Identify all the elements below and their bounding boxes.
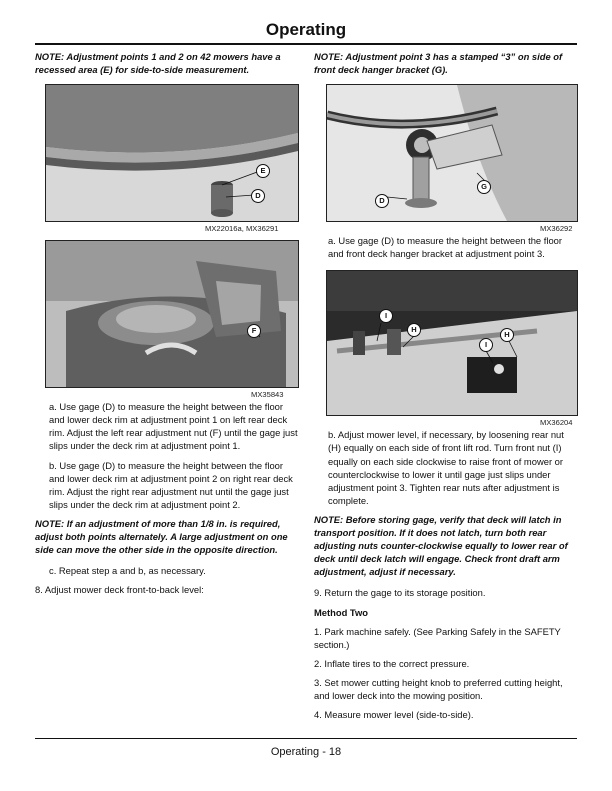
header-rule — [35, 43, 577, 45]
figure-recessed-area — [35, 84, 301, 232]
method-step-1: 1. Park machine safely. (See Parking Safely in the SAFETY section.) — [314, 625, 561, 650]
method-step-4: 4. Measure mower level (side-to-side). — [314, 709, 474, 721]
figure-caption: MX36204 — [540, 418, 573, 428]
left-step-b: b. Use gage (D) to measure the height between the floor and lower deck rim at adjustment point 2 on right rear deck rim. Adjust the right rear adjustment nut until the gage just slips under the deck rim at adjustment point 2. — [49, 459, 293, 510]
hanger-bracket-illustration — [327, 85, 577, 221]
callout-i: I — [379, 309, 393, 323]
right-column — [314, 50, 577, 727]
callout-g: G — [477, 180, 491, 194]
callout-h: H — [500, 328, 514, 342]
callout-d: D — [375, 194, 389, 208]
right-note-stamped-3: NOTE: Adjustment point 3 has a stamped “3” on side of front deck hanger bracket (G). — [314, 51, 563, 76]
callout-d: D — [251, 189, 265, 203]
lift-rod-illustration — [327, 271, 577, 415]
left-step-8: 8. Adjust mower deck front-to-back level: — [35, 584, 204, 596]
figure-front-hanger-bracket — [314, 84, 577, 232]
callout-f: F — [247, 324, 261, 338]
callout-i: I — [479, 338, 493, 352]
callout-e: E — [256, 164, 270, 178]
page-footer: Operating - 18 — [270, 746, 342, 758]
footer-rule — [35, 738, 577, 739]
method-two-heading: Method Two — [314, 606, 368, 618]
figure-caption: MX36292 — [540, 224, 573, 234]
right-note-storing-gage: NOTE: Before storing gage, verify that deck will latch in transport position. If it does not latch, turn both rear adjusting nuts counter-clockwise equally to lower rear of deck until deck latch will engage. Check front draft arm adjustment, adjust if necessary. — [314, 513, 568, 578]
figure-front-lift-rod-image — [326, 270, 578, 416]
figure-front-hanger-bracket-image — [326, 84, 578, 222]
left-step-a: a. Use gage (D) to measure the height between the floor and lower deck rim at adjustment point 1 on left rear deck rim. Adjust the left rear adjustment nut (F) until the gage just slips under the deck rim at adjustment point 1. — [49, 401, 298, 452]
left-note-alternate-adjustment: NOTE: If an adjustment of more than 1/8 in. is required, adjust both points alternately. A large adjustment on one side can move the other side in the opposite direction. — [35, 517, 288, 556]
figure-caption: MX35843 — [251, 390, 284, 400]
figure-front-lift-rod — [314, 270, 577, 426]
rear-deck-illustration — [46, 241, 298, 387]
method-step-2: 2. Inflate tires to the correct pressure. — [314, 657, 470, 669]
right-step-b: b. Adjust mower level, if necessary, by loosening rear nut (H) equally on each side of front lift rod. Turn front nut (I) equally on each side clockwise to raise front of mower or counterclockwise to lower it until gage just slips under adjustment point 3. Tighten rear nuts after adjustment is complete. — [328, 429, 564, 506]
figure-recessed-area-image — [45, 84, 299, 222]
callout-h: H — [407, 323, 421, 337]
left-column — [35, 50, 301, 602]
left-note-recessed-area: NOTE: Adjustment points 1 and 2 on 42 mowers have a recessed area (E) for side-to-side measurement. — [35, 51, 281, 76]
right-step-9: 9. Return the gage to its storage position. — [314, 587, 486, 599]
right-step-a: a. Use gage (D) to measure the height between the floor and front deck hanger bracket at adjustment point 3. — [328, 235, 562, 260]
method-step-3: 3. Set mower cutting height knob to preferred cutting height, and lower deck into the mowing position. — [314, 676, 563, 701]
figure-caption: MX22016a, MX36291 — [205, 224, 279, 234]
figure-rear-adjustment-nut-image — [45, 240, 299, 388]
left-step-c: c. Repeat step a and b, as necessary. — [49, 565, 206, 577]
figure-rear-adjustment-nut — [35, 240, 301, 398]
page-title: Operating — [265, 20, 347, 39]
